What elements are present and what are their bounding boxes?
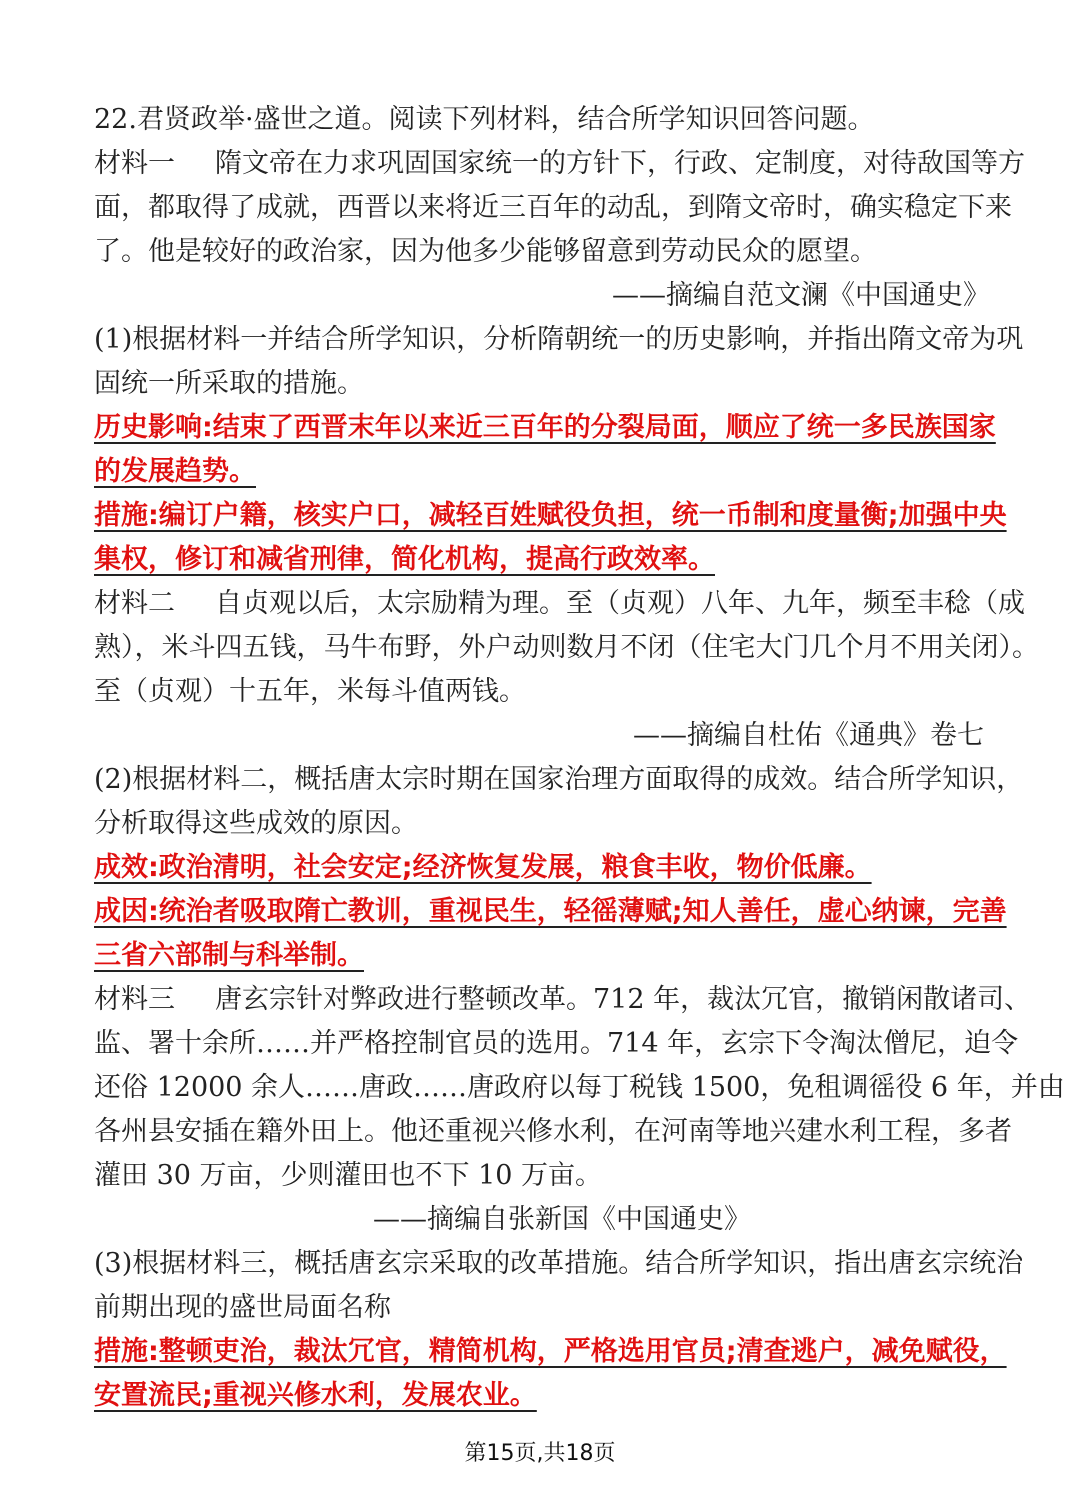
- q1-line: (1)根据材料一并结合所学知识，分析隋朝统一的历史影响，并指出隋文帝为巩: [94, 324, 1024, 355]
- q3-line: 前期出现的盛世局面名称: [94, 1292, 391, 1323]
- material2-line: 熟），米斗四五钱，马牛布野，外户动则数月不闭（住宅大门几个月不用关闭）。: [94, 632, 1039, 663]
- material2-label: 材料二: [94, 588, 175, 619]
- q3-answer-line: 措施:整顿吏治，裁汰冗官，精简机构，严格选用官员;清查逃户，减免赋役，: [94, 1336, 1007, 1367]
- material1-label: 材料一: [94, 148, 175, 179]
- material1-line: 了。他是较好的政治家，因为他多少能够留意到劳动民众的愿望。: [94, 236, 877, 267]
- q1-answer-line: 集权，修订和减省刑律，简化机构，提高行政效率。: [94, 544, 715, 575]
- material3-line: 灌田 30 万亩，少则灌田也不下 10 万亩。: [94, 1160, 603, 1191]
- q2-answer-line: 成因:统治者吸取隋亡教训，重视民生，轻徭薄赋;知人善任，虚心纳谏，完善: [94, 896, 1007, 927]
- q1-answer-line: 历史影响:结束了西晋末年以来近三百年的分裂局面，顺应了统一多民族国家: [94, 412, 996, 443]
- q2-line: 分析取得这些成效的原因。: [94, 808, 418, 839]
- material1-source: ——摘编自范文澜《中国通史》: [612, 280, 990, 311]
- q2-answer-line: 成效:政治清明，社会安定;经济恢复发展，粮食丰收，物价低廉。: [94, 852, 872, 883]
- q2-answer-line: 三省六部制与科举制。: [94, 940, 364, 971]
- material3-line: 监、署十余所……并严格控制官员的选用。714 年，玄宗下令淘汰僧尼，迫令: [94, 1028, 1019, 1059]
- document-page: [94, 98, 1065, 1418]
- material3-line: 还俗 12000 余人……唐政……唐政府以每丁税钱 1500，免租调徭役 6 年，并由: [94, 1072, 1065, 1103]
- question-title: 22.君贤政举·盛世之道。阅读下列材料，结合所学知识回答问题。: [94, 104, 875, 135]
- q3-answer-line: 安置流民;重视兴修水利，发展农业。: [94, 1380, 537, 1411]
- page-number-footer: 第15页,共18页: [464, 1441, 616, 1466]
- material3-label: 材料三: [94, 984, 175, 1015]
- material2-line: 至（贞观）十五年，米每斗值两钱。: [94, 676, 526, 707]
- material3-line: 材料三 唐玄宗针对弊政进行整顿改革。712 年，裁汰冗官，撤销闲散诸司、: [94, 984, 1032, 1015]
- q1-line: 固统一所采取的措施。: [94, 368, 364, 399]
- material2-line: 材料二 自贞观以后，太宗励精为理。至（贞观）八年、九年，频至丰稔（成: [94, 588, 1025, 619]
- q2-line: (2)根据材料二，概括唐太宗时期在国家治理方面取得的成效。结合所学知识，: [94, 764, 1024, 795]
- material1-line: 面，都取得了成就，西晋以来将近三百年的动乱，到隋文帝时，确实稳定下来: [94, 192, 1012, 223]
- q1-answer-line: 措施:编订户籍，核实户口，减轻百姓赋役负担，统一币制和度量衡;加强中央: [94, 500, 1007, 531]
- material2-source: ——摘编自杜佑《通典》卷七: [633, 720, 984, 751]
- q3-line: (3)根据材料三，概括唐玄宗采取的改革措施。结合所学知识，指出唐玄宗统治: [94, 1248, 1024, 1279]
- material3-line: 各州县安插在籍外田上。他还重视兴修水利，在河南等地兴建水利工程，多者: [94, 1116, 1012, 1147]
- material1-line: 材料一 隋文帝在力求巩固国家统一的方针下，行政、定制度，对待敌国等方: [94, 148, 1025, 179]
- material3-source: ——摘编自张新国《中国通史》: [373, 1204, 751, 1235]
- q1-answer-line: 的发展趋势。: [94, 456, 256, 487]
